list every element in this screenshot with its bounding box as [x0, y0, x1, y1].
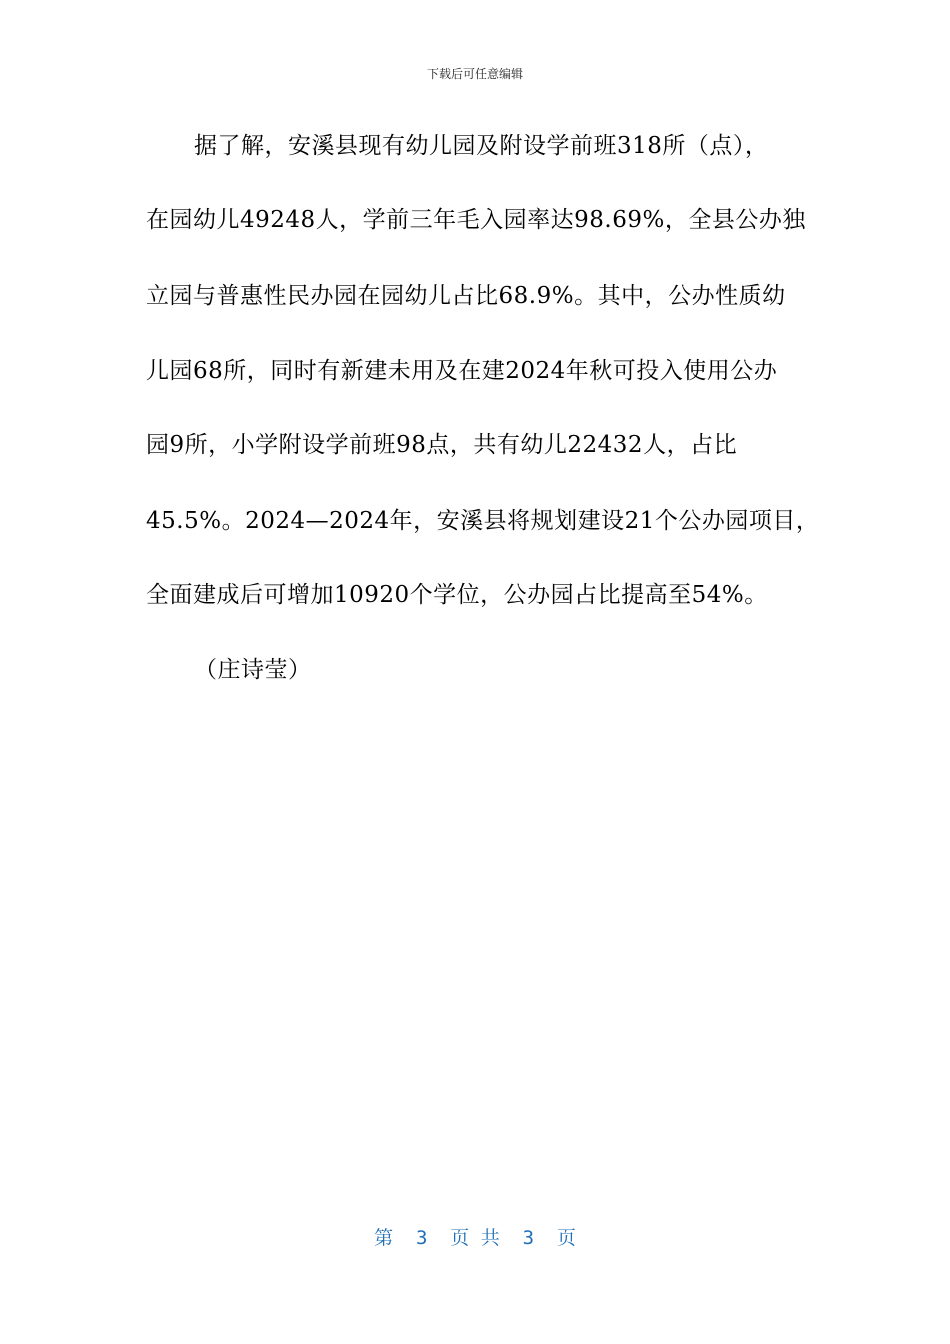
author-signature: （庄诗莹） — [194, 657, 312, 683]
paragraph-line-7: 全面建成后可增加10920个学位，公办园占比提高至54%。 — [146, 582, 768, 608]
paragraph-line-4: 儿园68所，同时有新建未用及在建2024年秋可投入使用公办 — [146, 358, 778, 384]
paragraph-line-3: 立园与普惠性民办园在园幼儿占比68.9%。其中，公办性质幼 — [146, 283, 786, 309]
page-number: 第 3 页 共 3 页 — [374, 1227, 576, 1249]
paragraph-line-1: 据了解，安溪县现有幼儿园及附设学前班318所（点）， — [194, 133, 769, 159]
paragraph-line-6: 45.5%。2024—2024年，安溪县将规划建设21个公办园项目， — [146, 508, 820, 534]
page-header: 下载后可任意编辑 — [426, 67, 523, 81]
paragraph-line-2: 在园幼儿49248人，学前三年毛入园率达98.69%，全县公办独 — [146, 207, 806, 233]
paragraph-line-5: 园9所，小学附设学前班98点，共有幼儿22432人，占比 — [146, 432, 738, 458]
